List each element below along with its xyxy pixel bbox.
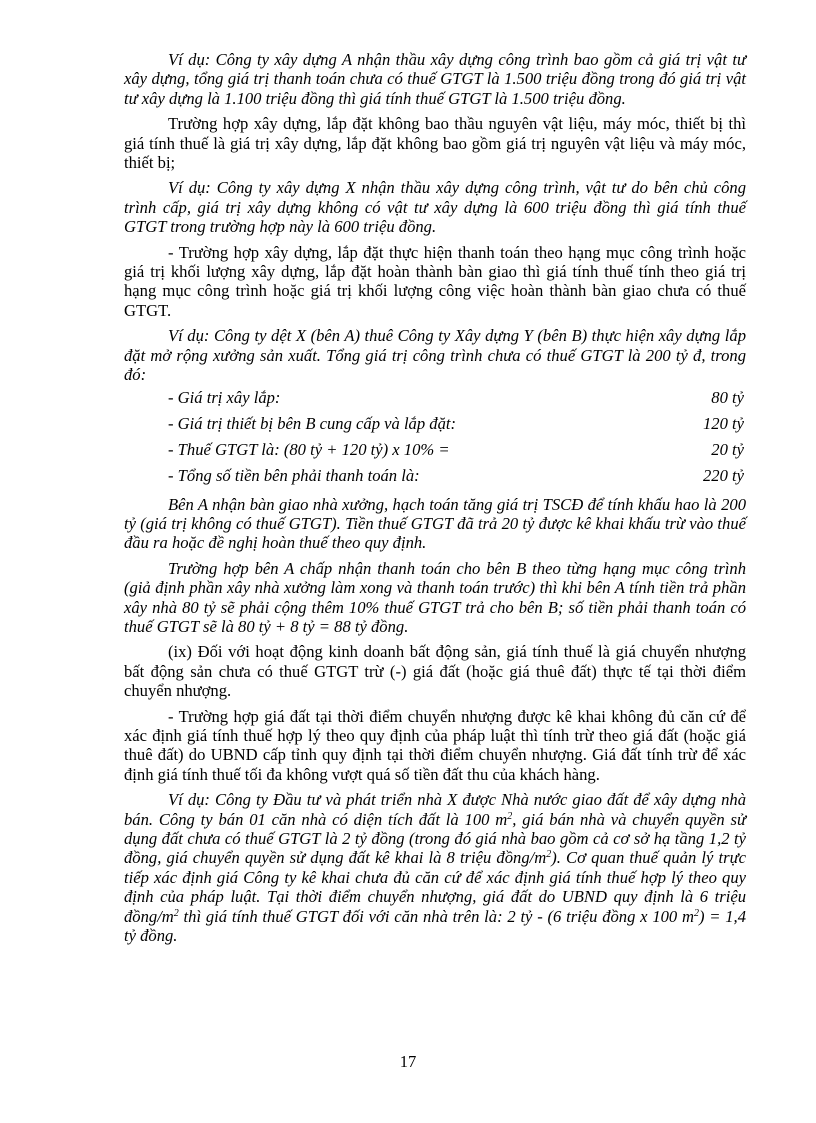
breakdown-amount: 80 tỷ: [711, 387, 744, 407]
breakdown-row: [124, 411, 746, 437]
breakdown-label: - Tổng số tiền bên phải thanh toán là:: [168, 465, 420, 485]
example-paragraph: [124, 790, 746, 945]
text-segment: Ví dụ: Công ty Đầu tư và phát triển nhà X được Nhà nước giao đất để xây dựng nhà bán. Công ty bán 01 căn nhà có diện tích đất là 100 m: [124, 790, 746, 829]
breakdown-row: [124, 437, 746, 463]
breakdown-row: [124, 463, 746, 489]
example-paragraph: Bên A nhận bàn giao nhà xưởng, hạch toán tăng giá trị TSCĐ để tính khấu hao là 200 tỷ (giá trị không có thuế GTGT). Tiền thuế GTGT đã trả 20 tỷ được kê khai khấu trừ vào thuế đầu ra hoặc đề nghị hoàn thuế theo quy định.: [124, 494, 746, 553]
breakdown-amount: 20 tỷ: [711, 439, 744, 459]
example-paragraph: Trường hợp bên A chấp nhận thanh toán cho bên B theo từng hạng mục công trình (giả định phần xây nhà xưởng làm xong và thanh toán trước) thì khi bên A tính tiền trả phần xây nhà 80 tỷ sẽ phải cộng thêm 10% thuế GTGT trả cho bên B; số tiền phải thanh toán có thuế GTGT sẽ là 80 tỷ + 8 tỷ = 88 tỷ đồng.: [124, 558, 746, 636]
page-number: 17: [399, 1052, 417, 1071]
text-segment: , giá bán nhà và chuyển quyền sử dụng đất chưa có thuế GTGT là 2 tỷ đồng (trong đó giá nhà bao gồm cả cơ sở hạ tầng 1,2 tỷ đồng, giá chuyển quyền sử dụng đất kê khai là 8 triệu đồng/m: [124, 809, 746, 868]
body-paragraph: - Trường hợp xây dựng, lắp đặt thực hiện thanh toán theo hạng mục công trình hoặc giá trị khối lượng xây dựng, lắp đặt hoàn thành bàn giao thì giá tính thuế tính theo giá trị hạng mục công trình hoặc giá trị khối lượng công việc hoàn thành bàn giao chưa có thuế GTGT.: [124, 242, 746, 320]
text-segment: ). Cơ quan thuế quản lý trực tiếp xác định giá Công ty kê khai chưa đủ căn cứ để xác định giá tính thuế hợp lý theo quy định của pháp luật. Tại thời điểm chuyển nhượng, giá đất do UBND quy định là 6 triệu đồng/m: [124, 848, 746, 926]
body-paragraph: Trường hợp xây dựng, lắp đặt không bao thầu nguyên vật liệu, máy móc, thiết bị thì giá tính thuế là giá trị xây dựng, lắp đặt không bao gồm giá trị nguyên vật liệu và máy móc, thiết bị;: [124, 114, 746, 173]
body-paragraph: (ix) Đối với hoạt động kinh doanh bất động sản, giá tính thuế là giá chuyển nhượng bất động sản chưa có thuế GTGT trừ (-) giá đất (hoặc giá thuê đất) thực tế tại thời điểm chuyển nhượng.: [124, 642, 746, 701]
superscript: 2: [173, 907, 179, 919]
example-paragraph: Ví dụ: Công ty dệt X (bên A) thuê Công ty Xây dựng Y (bên B) thực hiện xây dựng lắp đặt mở rộng xưởng sản xuất. Tổng giá trị công trình chưa có thuế GTGT là 200 tỷ đ, trong đó:: [124, 326, 746, 385]
document-page: [124, 50, 746, 951]
body-paragraph: - Trường hợp giá đất tại thời điểm chuyển nhượng được kê khai không đủ căn cứ để xác định giá tính thuế hợp lý theo quy định của pháp luật thì tính trừ theo giá đất (hoặc giá thuê đất) do UBND cấp tỉnh quy định tại thời điểm chuyển nhượng. Giá đất tính trừ để xác định giá tính thuế tối đa không vượt quá số tiền đất thu của khách hàng.: [124, 706, 746, 784]
breakdown-amount: 220 tỷ: [702, 465, 744, 485]
superscript: 2: [507, 810, 513, 822]
breakdown-row: [124, 385, 746, 411]
cost-breakdown-list: [124, 385, 746, 489]
text-segment: ) = 1,4 tỷ đồng.: [124, 906, 747, 946]
breakdown-label: - Thuế GTGT là: (80 tỷ + 120 tỷ) x 10% =: [168, 439, 450, 459]
text-segment: thì giá tính thuế GTGT đối với căn nhà trên là: 2 tỷ - (6 triệu đồng x 100 m: [178, 906, 694, 926]
breakdown-amount: 120 tỷ: [702, 413, 744, 433]
superscript: 2: [693, 907, 699, 919]
superscript: 2: [546, 849, 552, 861]
breakdown-label: - Giá trị xây lắp:: [168, 387, 281, 407]
breakdown-label: - Giá trị thiết bị bên B cung cấp và lắp đặt:: [168, 413, 457, 433]
example-paragraph: Ví dụ: Công ty xây dựng A nhận thầu xây dựng công trình bao gồm cả giá trị vật tư xây dựng, tổng giá trị thanh toán chưa có thuế GTGT là 1.500 triệu đồng trong đó giá trị vật tư xây dựng là 1.100 triệu đồng thì giá tính thuế GTGT là 1.500 triệu đồng.: [124, 50, 746, 108]
example-paragraph: Ví dụ: Công ty xây dựng X nhận thầu xây dựng công trình, vật tư do bên chủ công trình cấp, giá trị xây dựng không có vật tư xây dựng là 600 triệu đồng thì giá tính thuế GTGT trong trường hợp này là 600 triệu đồng.: [124, 178, 746, 237]
